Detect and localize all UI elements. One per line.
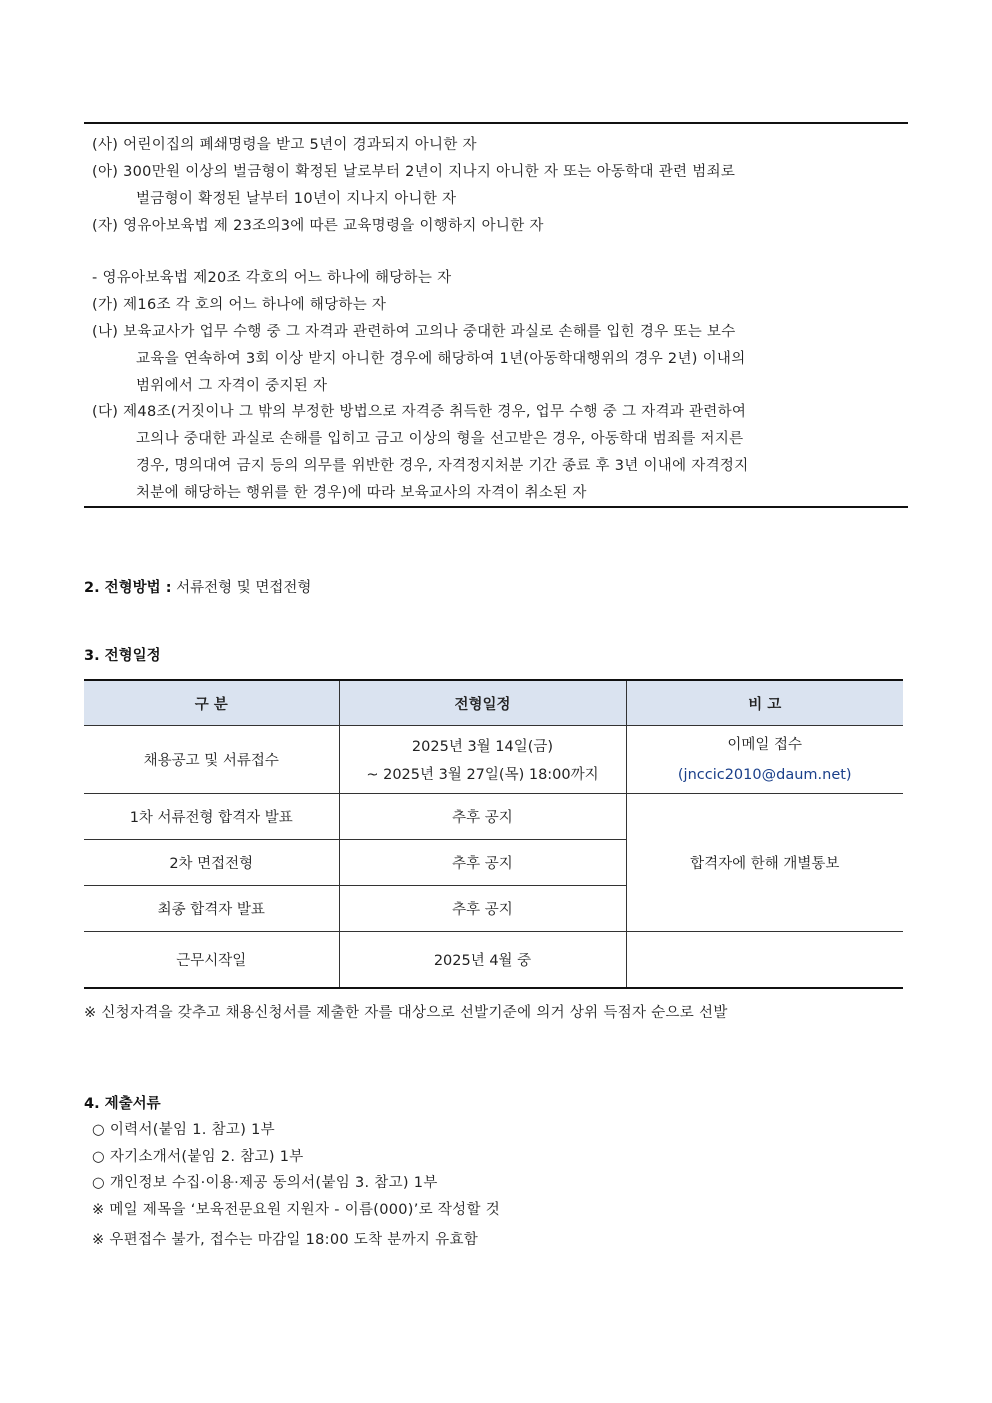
- header-schedule: 전형일정: [339, 680, 626, 726]
- doc-item-intro: ○ 자기소개서(붙임 2. 참고) 1부: [92, 1149, 304, 1165]
- row5-label: 근무시작일: [84, 932, 339, 988]
- section2-line: [84, 576, 311, 597]
- selection-footnote: ※ 신청자격을 갖추고 채용신청서를 제출한 자를 대상으로 선발기준에 의거 상위 득점자 순으로 선발: [84, 1005, 728, 1021]
- disq-item-da: (다) 제48조(거짓이나 그 밖의 부정한 방법으로 자격증 취득한 경우, 업무 수행 중 그 자격과 관련하여: [92, 404, 747, 420]
- row1-schedule: [339, 726, 626, 794]
- table-row: [84, 726, 903, 794]
- disq-item-na-cont2: 범위에서 그 자격이 중지된 자: [136, 378, 328, 394]
- contact-email: (jnccic2010@daum.net): [677, 766, 852, 783]
- table-row: [84, 794, 903, 840]
- row5-schedule: 2025년 4월 중: [339, 932, 626, 988]
- merged-note: 합격자에 한해 개별통보: [626, 794, 903, 932]
- table-header-row: [84, 680, 903, 726]
- disq-item-ja: (자) 영유아보육법 제 23조의3에 따른 교육명령을 이행하지 아니한 자: [92, 218, 544, 234]
- row1-schedule-line2: ~ 2025년 3월 27일(목) 18:00까지: [366, 766, 599, 783]
- section2-heading: 2. 전형방법 :: [84, 580, 172, 596]
- row4-schedule: 추후 공지: [339, 886, 626, 932]
- table-row: [84, 932, 903, 988]
- disq-item-na-cont1: 교육을 연속하여 3회 이상 받지 아니한 경우에 해당하여 1년(아동학대행위의 경우 2년) 이내의: [136, 351, 746, 367]
- disq-item-ga: (가) 제16조 각 호의 어느 하나에 해당하는 자: [92, 297, 387, 313]
- header-category: 구 분: [84, 680, 339, 726]
- row2-schedule: 추후 공지: [339, 794, 626, 840]
- row5-note: [626, 932, 903, 988]
- disq-item-a-cont: 벌금형이 확정된 날부터 10년이 지나지 아니한 자: [136, 191, 457, 207]
- note-deadline: ※ 우편접수 불가, 접수는 마감일 18:00 도착 분까지 유효함: [92, 1232, 479, 1248]
- disq-item-na: (나) 보육교사가 업무 수행 중 그 자격과 관련하여 고의나 중대한 과실로 손해를 입힌 경우 또는 보수: [92, 324, 736, 340]
- disq-item-da-cont2: 경우, 명의대여 금지 등의 의무를 위반한 경우, 자격정지처분 기간 종료 후 3년 이내에 자격정지: [136, 458, 749, 474]
- doc-item-consent: ○ 개인정보 수집·이용·제공 동의서(붙임 3. 참고) 1부: [92, 1175, 438, 1191]
- section2-text: 서류전형 및 면접전형: [171, 580, 312, 596]
- row1-note-line1: 이메일 접수: [727, 736, 803, 753]
- header-note: 비 고: [626, 680, 903, 726]
- row1-label: 채용공고 및 서류접수: [84, 726, 339, 794]
- disq-item-sa: (사) 어린이집의 폐쇄명령을 받고 5년이 경과되지 아니한 자: [92, 137, 477, 153]
- schedule-table: [84, 679, 903, 989]
- section3-heading: 3. 전형일정: [84, 648, 161, 664]
- disq-subheading: - 영유아보육법 제20조 각호의 어느 하나에 해당하는 자: [92, 270, 452, 286]
- disq-item-a: (아) 300만원 이상의 벌금형이 확정된 날로부터 2년이 지나지 아니한 자 또는 아동학대 관련 범죄로: [92, 164, 736, 180]
- row4-label: 최종 합격자 발표: [84, 886, 339, 932]
- note-mail-subject: ※ 메일 제목을 ‘보육전문요원 지원자 - 이름(000)’로 작성할 것: [92, 1202, 501, 1218]
- disq-item-da-cont3: 처분에 해당하는 행위를 한 경우)에 따라 보육교사의 자격이 취소된 자: [136, 485, 587, 501]
- doc-item-resume: ○ 이력서(붙임 1. 참고) 1부: [92, 1122, 275, 1138]
- row1-schedule-line1: 2025년 3월 14일(금): [411, 738, 554, 755]
- row1-note: [626, 726, 903, 794]
- row2-label: 1차 서류전형 합격자 발표: [84, 794, 339, 840]
- disq-item-da-cont1: 고의나 중대한 과실로 손해를 입히고 금고 이상의 형을 선고받은 경우, 아동학대 범죄를 저지른: [136, 431, 744, 447]
- row3-label: 2차 면접전형: [84, 840, 339, 886]
- row3-schedule: 추후 공지: [339, 840, 626, 886]
- section4-heading: 4. 제출서류: [84, 1096, 161, 1112]
